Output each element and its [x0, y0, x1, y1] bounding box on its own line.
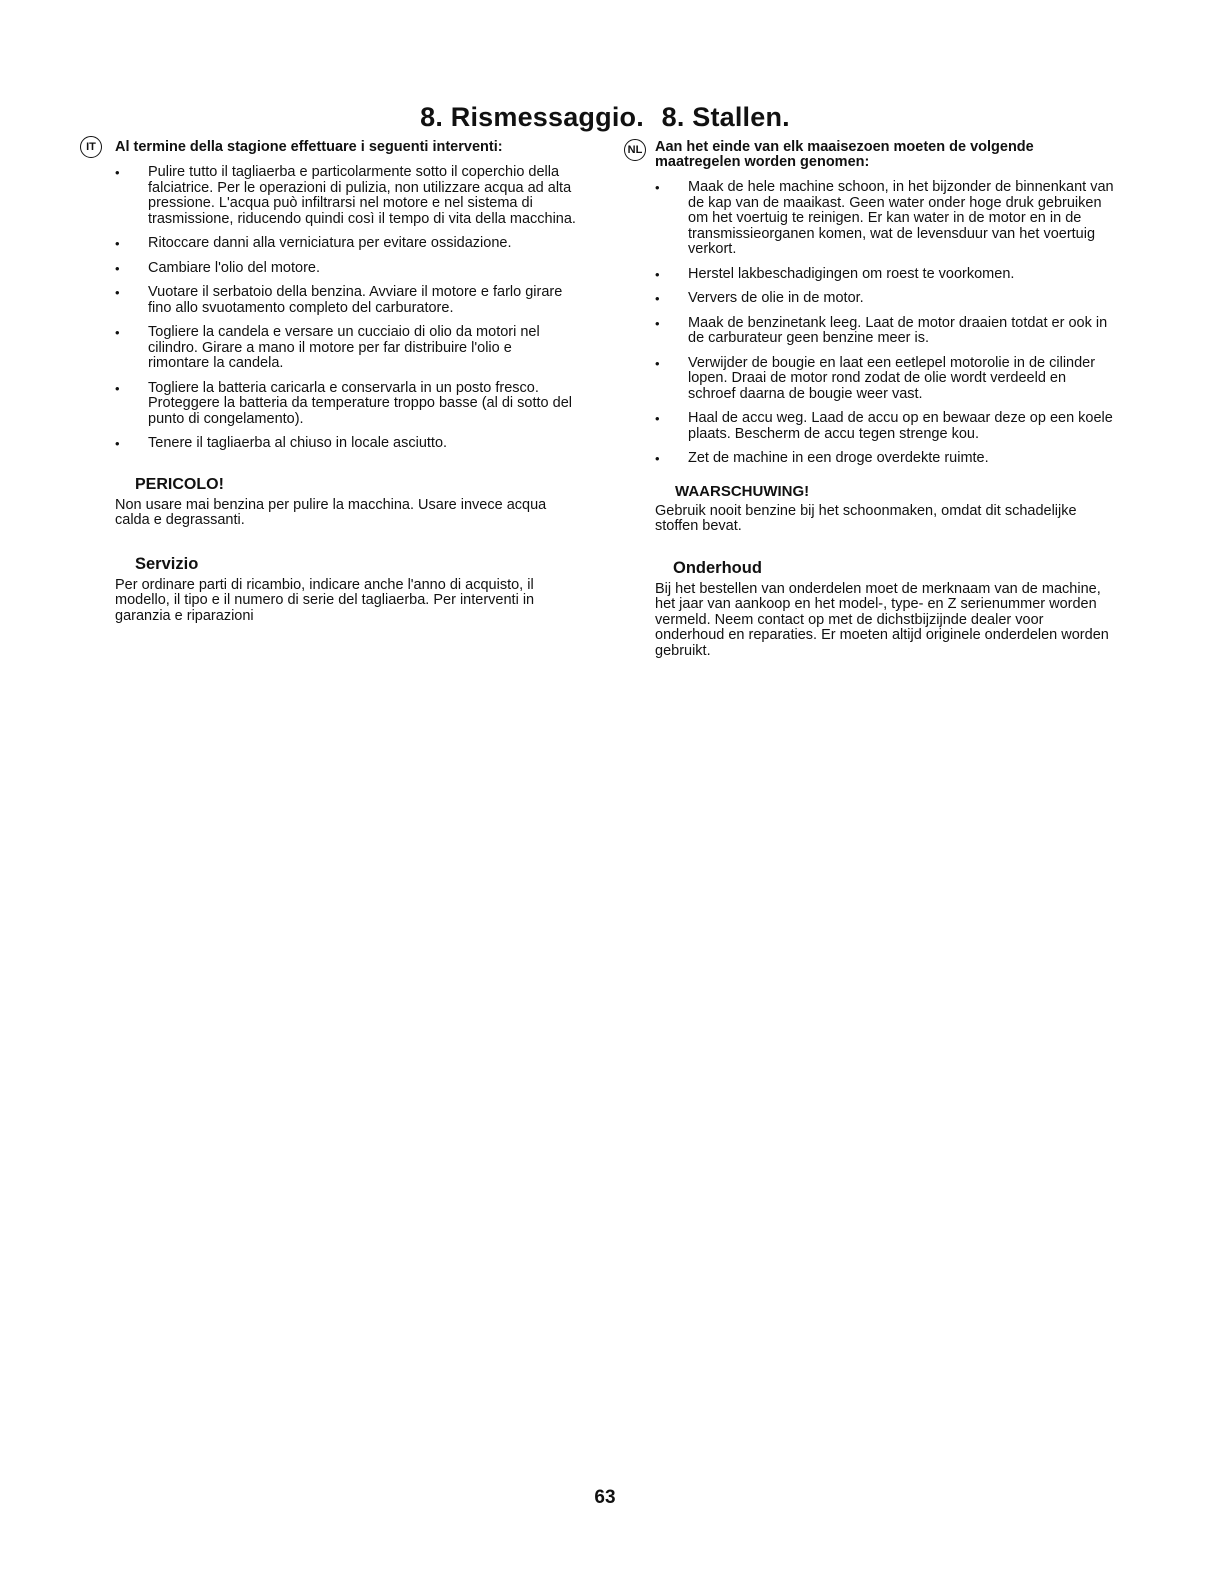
maintenance-list-nl — [655, 180, 1115, 467]
service-heading-nl: Onderhoud — [673, 558, 762, 577]
list-item: • Ritoccare danni alla verniciatura per evitare ossidazione. — [115, 236, 577, 252]
list-item: • Zet de machine in een droge overdekte ruimte. — [655, 451, 1115, 467]
list-item: • Verwijder de bougie en laat een eetlepel motorolie in de cilinder lopen. Draai de motor rond zodat de olie wordt verdeeld en schroef daarna de bougie weer vast. — [655, 356, 1115, 403]
service-text-nl: Bij het bestellen van onderdelen moet de merknaam van de machine, het jaar van aankoop en het model-, type- en Z serienummer worden vermeld. Neem contact op met de dichstbijzijnde dealer voor onderhoud en reparaties. Er moeten altijd originele onderdelen worden gebruikt. — [655, 580, 1109, 659]
page-title-it: 8. Rismessaggio. — [420, 102, 644, 133]
page-number: 63 — [594, 1487, 616, 1508]
warning-text-it: Non usare mai benzina per pulire la macchina. Usare invece acqua calda e degrassanti. — [115, 496, 547, 528]
warning-text-nl: Gebruik nooit benzine bij het schoonmaken, omdat dit schadelijke stoffen bevat. — [655, 502, 1077, 534]
maintenance-list-it — [115, 165, 577, 452]
list-item: • Tenere il tagliaerba al chiuso in locale asciutto. — [115, 436, 577, 452]
service-text-it: Per ordinare parti di ricambio, indicare anche l'anno di acquisto, il modello, il tipo e il numero di serie del tagliaerba. Per interventi in garanzia e riparazioni — [115, 576, 535, 624]
page-title-nl: 8. Stallen. — [661, 102, 790, 133]
warning-heading-it: PERICOLO! — [135, 475, 224, 493]
language-badge-nl: NL — [624, 139, 646, 161]
list-item: • Maak de benzinetank leeg. Laat de motor draaien totdat er ook in de carburateur geen benzine meer is. — [655, 316, 1115, 347]
list-item: • Ververs de olie in de motor. — [655, 291, 1115, 307]
list-item: • Herstel lakbeschadigingen om roest te voorkomen. — [655, 267, 1115, 283]
dutch-column — [627, 139, 1115, 659]
list-item: • Cambiare l'olio del motore. — [115, 261, 577, 277]
page-title — [0, 102, 1210, 133]
intro-text-it: Al termine della stagione effettuare i seguenti interventi: — [115, 139, 503, 155]
list-item: • Pulire tutto il tagliaerba e particolarmente sotto il coperchio della falciatrice. Per le operazioni di pulizia, non utilizzare acqua ad alta pressione. L'acqua può infiltrarsi nel motore e nel sistema di trasmissione, riducendo quindi così il tempo di vita della macchina. — [115, 165, 577, 227]
list-item: • Togliere la candela e versare un cucciaio di olio da motori nel cilindro. Girare a mano il motore per far distribuire l'olio e rimontare la candela. — [115, 325, 577, 372]
language-badge-it: IT — [80, 136, 102, 158]
intro-text-nl: Aan het einde van elk maaisezoen moeten de volgende maatregelen worden genomen: — [655, 139, 1034, 170]
italian-column — [86, 139, 577, 624]
list-item: • Togliere la batteria caricarla e conservarla in un posto fresco. Proteggere la batteria da temperature troppo basse (al di sotto del punto di congelamento). — [115, 381, 577, 428]
warning-heading-nl: WAARSCHUWING! — [675, 482, 810, 500]
service-heading-it: Servizio — [135, 554, 199, 573]
list-item: • Vuotare il serbatoio della benzina. Avviare il motore e farlo girare fino allo svuotamento completo del carburatore. — [115, 285, 577, 316]
list-item: • Maak de hele machine schoon, in het bijzonder de binnenkant van de kap van de maaikast. Geen water onder hoge druk gebruiken om het voertuig te reinigen. Er kan water in de motor en in de transmissieorganen komen, wat de levensduur van het voertuig verkort. — [655, 180, 1115, 258]
list-item: • Haal de accu weg. Laad de accu op en bewaar deze op een koele plaats. Bescherm de accu tegen strenge kou. — [655, 411, 1115, 442]
